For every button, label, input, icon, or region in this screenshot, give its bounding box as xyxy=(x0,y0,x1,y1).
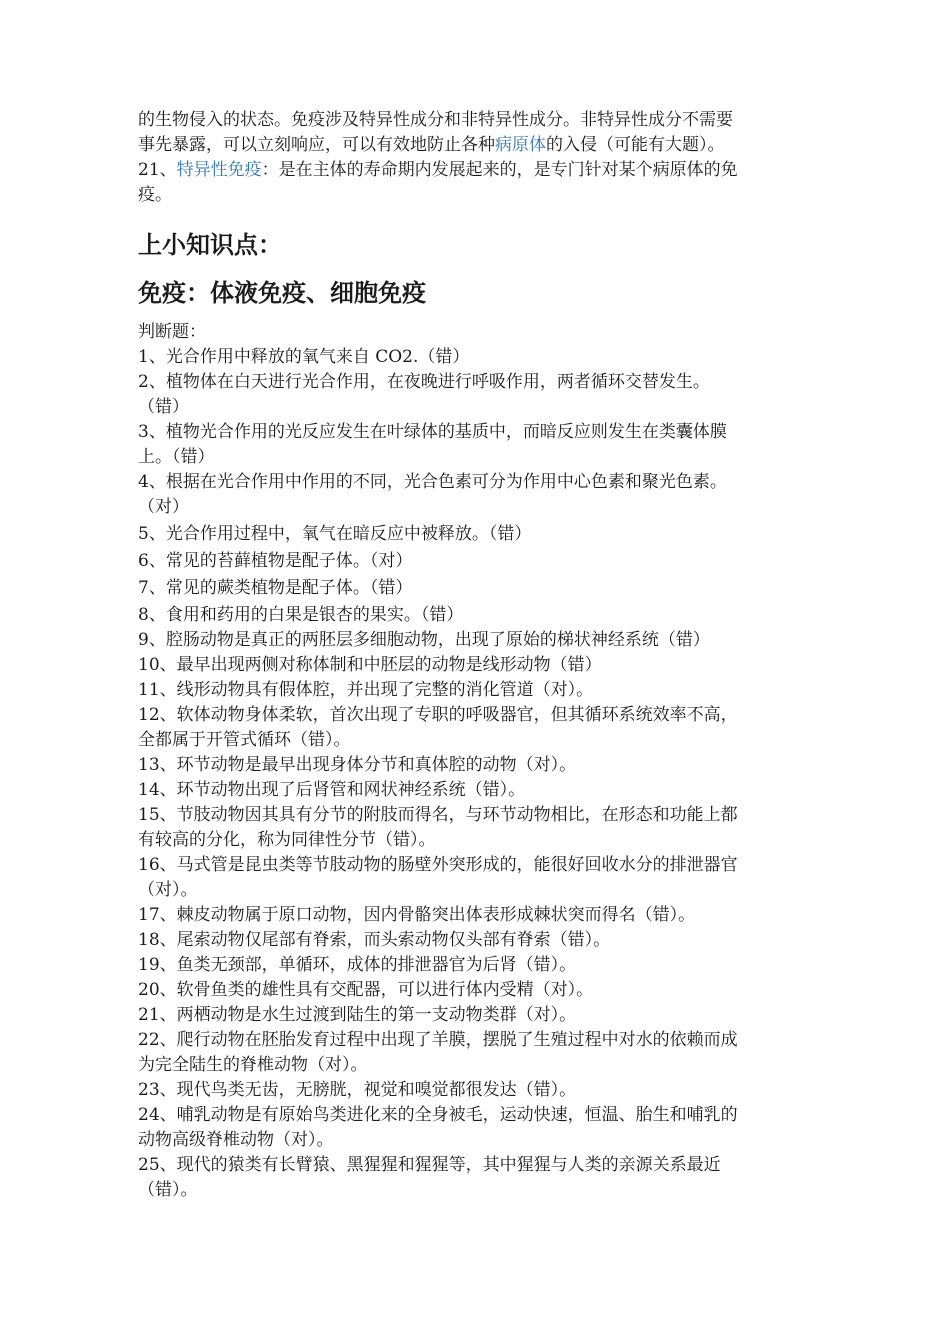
text-segment: 事先暴露，可以立刻响应，可以有效地防止各种 xyxy=(138,135,495,155)
quiz-item xyxy=(138,1003,810,1028)
quiz-item-line: 11、线形动物具有假体腔，并出现了完整的消化管道（对）。 xyxy=(138,680,594,700)
text-segment: ：是在主体的寿命期内发展起来的，是专门针对某个病原体的免 xyxy=(261,160,738,180)
quiz-item xyxy=(138,470,810,520)
quiz-item-line: 1、光合作用中释放的氧气来自 CO2.（错） xyxy=(138,347,470,367)
quiz-item-line: 17、棘皮动物属于原口动物，因内骨骼突出体表形成棘状突而得名（错）。 xyxy=(138,905,696,925)
quiz-item-line: 20、软骨鱼类的雄性具有交配器，可以进行体内受精（对）。 xyxy=(138,980,594,1000)
quiz-item xyxy=(138,1028,810,1078)
paragraph-immunity-definition xyxy=(138,108,810,158)
quiz-item xyxy=(138,420,810,470)
quiz-item-line: 25、现代的猿类有长臂猿、黑猩猩和猩猩等，其中猩猩与人类的亲源关系最近 xyxy=(138,1155,721,1175)
quiz-item xyxy=(138,549,810,574)
quiz-item xyxy=(138,1103,810,1153)
pathogen-link[interactable]: 病原体 xyxy=(495,135,546,155)
quiz-item-line: 16、马式管是昆虫类等节肢动物的肠壁外突形成的，能很好回收水分的排泄器官 xyxy=(138,855,738,875)
quiz-item xyxy=(138,978,810,1003)
quiz-item-line: 12、软体动物身体柔软，首次出现了专职的呼吸器官，但其循环系统效率不高， xyxy=(138,705,738,725)
text-line: 疫。 xyxy=(138,185,172,205)
quiz-item-line: （错）。 xyxy=(138,1180,198,1200)
quiz-item-line: 为完全陆生的脊椎动物（对）。 xyxy=(138,1055,368,1075)
document-page xyxy=(138,108,810,1203)
quiz-item xyxy=(138,778,810,803)
quiz-item-line: 有较高的分化，称为同律性分节（错）。 xyxy=(138,830,436,850)
quiz-item-line: 24、哺乳动物是有原始鸟类进化来的全身被毛，运动快速，恒温、胎生和哺乳的 xyxy=(138,1105,738,1125)
quiz-item-line: 21、两栖动物是水生过渡到陆生的第一支动物类群（对）。 xyxy=(138,1005,577,1025)
quiz-item-line: 10、最早出现两侧对称体制和中胚层的动物是线形动物（错） xyxy=(138,655,602,675)
quiz-item-line: 7、常见的蕨类植物是配子体。（错） xyxy=(138,578,413,598)
quiz-item-line: 动物高级脊椎动物（对）。 xyxy=(138,1130,334,1150)
quiz-item xyxy=(138,928,810,953)
quiz-item-line: 9、腔肠动物是真正的两胚层多细胞动物，出现了原始的梯状神经系统（错） xyxy=(138,630,710,650)
quiz-item xyxy=(138,903,810,928)
specific-immunity-link[interactable]: 特异性免疫 xyxy=(176,160,262,180)
quiz-item-line: 8、食用和药用的白果是银杏的果实。（错） xyxy=(138,605,464,625)
quiz-item xyxy=(138,753,810,778)
text-segment: 的入侵（可能有大题）。 xyxy=(546,135,725,155)
quiz-item xyxy=(138,370,810,420)
quiz-item-line: （对） xyxy=(138,497,189,517)
quiz-item-line: （对）。 xyxy=(138,880,198,900)
quiz-item xyxy=(138,576,810,601)
quiz-item xyxy=(138,703,810,753)
quiz-item xyxy=(138,678,810,703)
quiz-item xyxy=(138,1078,810,1103)
quiz-item xyxy=(138,653,810,678)
quiz-item-line: 2、植物体在白天进行光合作用，在夜晚进行呼吸作用，两者循环交替发生。 xyxy=(138,372,710,392)
quiz-item xyxy=(138,345,810,370)
quiz-item xyxy=(138,522,810,547)
quiz-item-line: 18、尾索动物仅尾部有脊索，而头索动物仅头部有脊索（错）。 xyxy=(138,930,611,950)
quiz-item-line: 3、植物光合作用的光反应发生在叶绿体的基质中，而暗反应则发生在类囊体膜 xyxy=(138,422,727,442)
text-line: 的生物侵入的状态。免疫涉及特异性成分和非特异性成分。非特异性成分不需要 xyxy=(138,110,733,130)
section-heading: 上小知识点： xyxy=(138,230,282,259)
quiz-item xyxy=(138,1153,810,1203)
quiz-item-line: 13、环节动物是最早出现身体分节和真体腔的动物（对）。 xyxy=(138,755,577,775)
quiz-list xyxy=(138,345,810,1203)
quiz-item-line: 5、光合作用过程中，氧气在暗反应中被释放。（错） xyxy=(138,524,532,544)
quiz-item-line: 15、节肢动物因其具有分节的附肢而得名，与环节动物相比，在形态和功能上都 xyxy=(138,805,738,825)
quiz-item xyxy=(138,603,810,628)
item-number: 21、 xyxy=(138,160,177,180)
quiz-item-line: 23、现代鸟类无齿，无膀胱，视觉和嗅觉都很发达（错）。 xyxy=(138,1080,577,1100)
quiz-item-line: 22、爬行动物在胚胎发育过程中出现了羊膜，摆脱了生殖过程中对水的依赖而成 xyxy=(138,1030,738,1050)
quiz-item xyxy=(138,628,810,653)
section-heading: 免疫：体液免疫、细胞免疫 xyxy=(138,278,426,307)
quiz-item xyxy=(138,853,810,903)
quiz-item-line: 上。（错） xyxy=(138,447,215,467)
quiz-item xyxy=(138,953,810,978)
quiz-item-line: 19、鱼类无颈部，单循环，成体的排泄器官为后肾（错）。 xyxy=(138,955,577,975)
quiz-item-line: 4、根据在光合作用中作用的不同，光合色素可分为作用中心色素和聚光色素。 xyxy=(138,472,727,492)
quiz-intro: 判断题： xyxy=(138,322,206,342)
paragraph-specific-immunity xyxy=(138,158,810,208)
quiz-item-line: 全都属于开管式循环（错）。 xyxy=(138,730,351,750)
quiz-item-line: （错） xyxy=(138,397,189,417)
quiz-item-line: 6、常见的苔藓植物是配子体。（对） xyxy=(138,551,413,571)
quiz-item-line: 14、环节动物出现了后肾管和网状神经系统（错）。 xyxy=(138,780,526,800)
quiz-item xyxy=(138,803,810,853)
